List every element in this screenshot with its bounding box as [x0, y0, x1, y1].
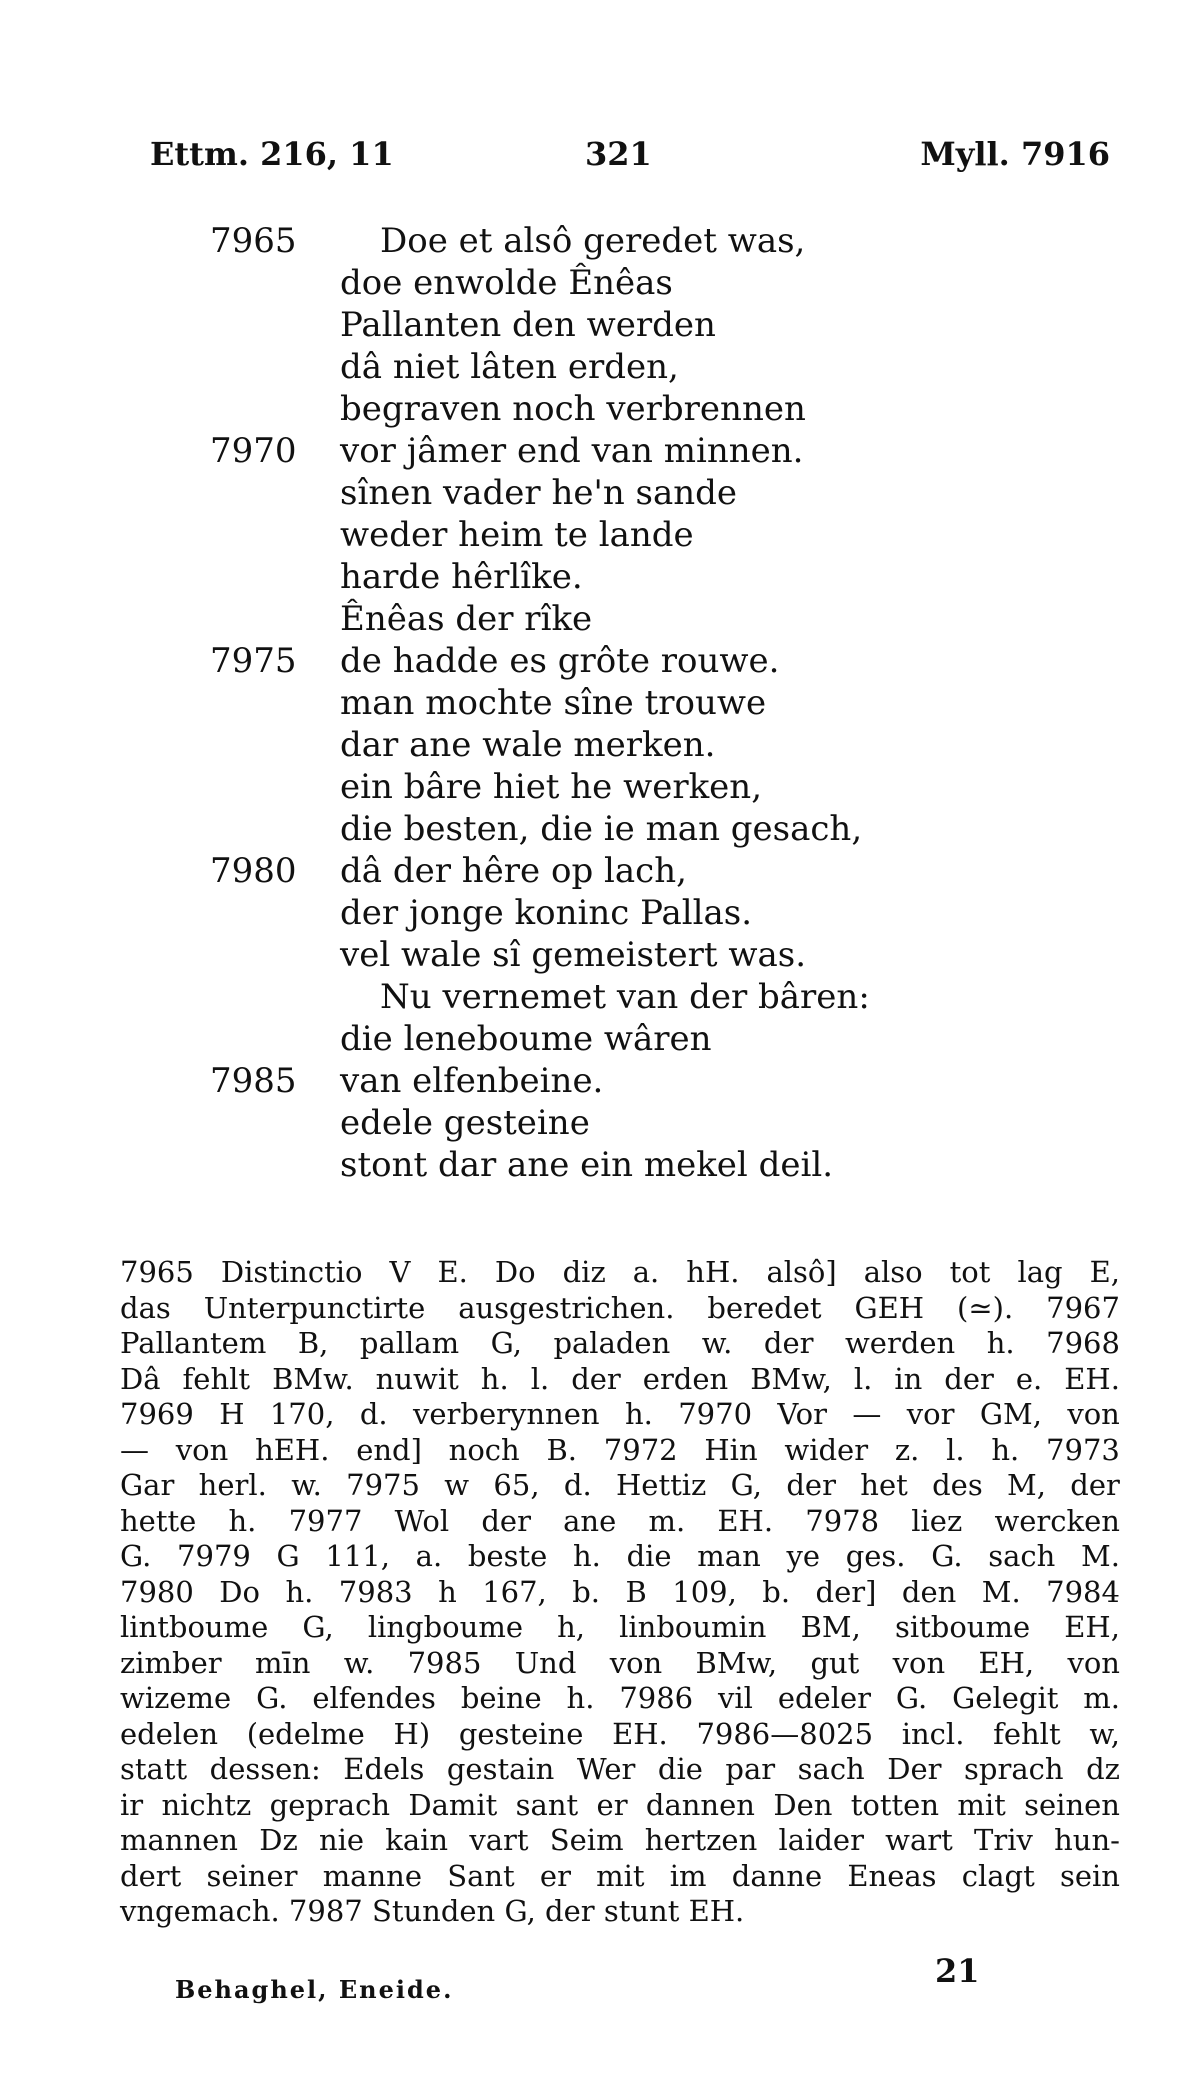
verse-text: der jonge koninc Pallas.	[340, 893, 753, 933]
apparatus-line: — von hEH. end] noch B. 7972 Hin wider z. l. h. 7973	[120, 1432, 1120, 1467]
verse-text: vor jâmer end van minnen.	[340, 431, 804, 471]
verse-line	[200, 1144, 1100, 1186]
apparatus-line: 7965 Distinctio V E. Do diz a. hH. alsô] also tot lag E,	[120, 1255, 1120, 1289]
running-head-right: Myll. 7916	[920, 135, 1110, 173]
verse-line	[200, 1060, 1100, 1102]
verse-text: dar ane wale merken.	[340, 725, 716, 765]
verse-line	[200, 766, 1100, 808]
verse-line	[200, 304, 1100, 346]
verse-line	[200, 472, 1100, 514]
apparatus-line: vngemach. 7987 Stunden G, der stunt EH.	[120, 1894, 745, 1928]
apparatus-line: das Unterpunctirte ausgestrichen. beredet GEH (≃). 7967	[120, 1290, 1120, 1325]
apparatus-line: 7980 Do h. 7983 h 167, b. B 109, b. der] den M. 7984	[120, 1574, 1120, 1609]
verse-line	[200, 556, 1100, 598]
verse-text: die besten, die ie man gesach,	[340, 809, 863, 849]
verse-line	[200, 892, 1100, 934]
verse-text: die leneboume wâren	[340, 1019, 712, 1059]
running-head-left: Ettm. 216, 11	[150, 135, 394, 173]
verse-line	[200, 640, 1100, 682]
verse-line	[200, 262, 1100, 304]
line-number: 7985	[210, 1061, 297, 1101]
verse-line	[200, 1018, 1100, 1060]
verse-text: vel wale sî gemeistert was.	[340, 935, 807, 975]
verse-text: doe enwolde Ênêas	[340, 263, 673, 303]
footer-signature-number: 21	[935, 1952, 980, 1990]
line-number: 7980	[210, 851, 297, 891]
page-number: 321	[585, 135, 652, 173]
verse-line	[200, 388, 1100, 430]
verse-text: Pallanten den werden	[340, 305, 716, 345]
apparatus-line: zimber mīn w. 7985 Und von BMw, gut von EH, von	[120, 1645, 1120, 1680]
verse-text: de hadde es grôte rouwe.	[340, 641, 780, 681]
verse-line	[200, 850, 1100, 892]
verse-line	[200, 430, 1100, 472]
line-number: 7975	[210, 641, 297, 681]
verse-line	[200, 514, 1100, 556]
verse-line	[200, 682, 1100, 724]
critical-apparatus	[120, 1255, 1120, 1930]
verse-text: dâ niet lâten erden,	[340, 347, 679, 387]
verse-line	[200, 598, 1100, 640]
verse-line	[200, 346, 1100, 388]
verse-line	[200, 808, 1100, 850]
verse-text: weder heim te lande	[340, 515, 694, 555]
apparatus-line: 7969 H 170, d. verberynnen h. 7970 Vor — vor GM, von	[120, 1397, 1120, 1431]
footer-signature-author: Behaghel, Eneide.	[175, 1975, 454, 2004]
apparatus-line: Dâ fehlt BMw. nuwit h. l. der erden BMw, l. in der e. EH.	[120, 1361, 1120, 1396]
verse-text: edele gesteine	[340, 1103, 590, 1143]
apparatus-line: Pallantem B, pallam G, paladen w. der werden h. 7968	[120, 1326, 1120, 1360]
line-number: 7965	[210, 221, 297, 261]
verse-line	[200, 1102, 1100, 1144]
apparatus-line: G. 7979 G 111, a. beste h. die man ye ges. G. sach M.	[120, 1539, 1120, 1573]
verse-text: begraven noch verbrennen	[340, 389, 806, 429]
verse-text: Ênêas der rîke	[340, 599, 593, 639]
apparatus-line: ir nichtz geprach Damit sant er dannen Den totten mit seinen	[120, 1787, 1120, 1822]
apparatus-line: statt dessen: Edels gestain Wer die par sach Der sprach dz	[120, 1752, 1120, 1786]
apparatus-line: edelen (edelme H) gesteine EH. 7986—8025 incl. fehlt w,	[120, 1716, 1120, 1751]
verse-line	[200, 724, 1100, 766]
apparatus-line: dert seiner manne Sant er mit im danne Eneas clagt sein	[120, 1858, 1120, 1893]
verse-text: Nu vernemet van der bâren:	[380, 977, 870, 1017]
verse-text: Doe et alsô geredet was,	[380, 221, 806, 261]
verse-block	[200, 220, 1100, 1186]
verse-text: sînen vader he'n sande	[340, 473, 738, 513]
apparatus-line: wizeme G. elfendes beine h. 7986 vil edeler G. Gelegit m.	[120, 1681, 1120, 1715]
verse-text: van elfenbeine.	[340, 1061, 604, 1101]
apparatus-line: hette h. 7977 Wol der ane m. EH. 7978 liez wercken	[120, 1503, 1120, 1538]
apparatus-line: mannen Dz nie kain vart Seim hertzen laider wart Triv hun-	[120, 1823, 1120, 1857]
verse-line	[200, 976, 1100, 1018]
verse-text: dâ der hêre op lach,	[340, 851, 687, 891]
verse-line	[200, 220, 1100, 262]
verse-text: man mochte sîne trouwe	[340, 683, 767, 723]
verse-line	[200, 934, 1100, 976]
apparatus-line: Gar herl. w. 7975 w 65, d. Hettiz G, der het des M, der	[120, 1468, 1120, 1502]
line-number: 7970	[210, 431, 297, 471]
verse-text: stont dar ane ein mekel deil.	[340, 1145, 834, 1185]
apparatus-line: lintboume G, lingboume h, linboumin BM, sitboume EH,	[120, 1610, 1120, 1644]
verse-text: ein bâre hiet he werken,	[340, 767, 763, 807]
verse-text: harde hêrlîke.	[340, 557, 583, 597]
